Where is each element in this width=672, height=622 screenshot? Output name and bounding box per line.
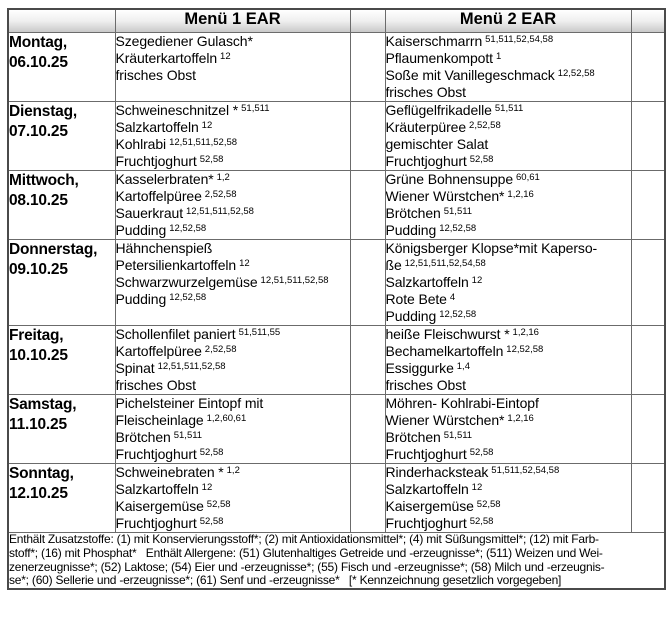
menu-item-text: Wiener Würstchen* bbox=[385, 188, 505, 204]
menu-item-text: Pflaumenkompott bbox=[385, 50, 493, 66]
allergen-superscript: 60,61 bbox=[516, 172, 540, 183]
day-name: Samstag, bbox=[9, 396, 77, 413]
spacer-right-cell bbox=[631, 240, 665, 326]
menu-line bbox=[116, 240, 350, 257]
menu-item-text: frisches Obst bbox=[115, 377, 196, 393]
menu-item-text: Schollenfilet paniert bbox=[115, 326, 236, 342]
menu-line bbox=[386, 395, 631, 412]
header-day-cell bbox=[8, 9, 115, 33]
menu1-cell bbox=[115, 171, 350, 240]
allergen-superscript: 1,2,16 bbox=[507, 189, 534, 200]
menu-line bbox=[116, 188, 350, 205]
menu-item-text: Schweineschnitzel * bbox=[115, 102, 239, 118]
menu-line bbox=[386, 136, 631, 153]
spacer-mid-cell bbox=[350, 33, 385, 102]
spacer-mid-cell bbox=[350, 395, 385, 464]
menu-line bbox=[116, 102, 350, 119]
menu-line bbox=[386, 377, 631, 394]
menu-item-text: Pudding bbox=[115, 291, 167, 307]
menu-item-text: Salzkartoffeln bbox=[385, 481, 469, 497]
allergen-superscript: 12,51,511,52,54,58 bbox=[404, 258, 486, 269]
day-date: 11.10.25 bbox=[9, 416, 67, 433]
allergen-superscript: 12,52,58 bbox=[169, 223, 207, 234]
day-cell bbox=[8, 33, 115, 102]
day-date: 07.10.25 bbox=[9, 123, 68, 140]
menu-item-text: Pudding bbox=[385, 222, 437, 238]
menu-line bbox=[116, 481, 350, 498]
menu-line bbox=[116, 222, 350, 239]
header-menu1-label: Menü 1 EAR bbox=[115, 9, 350, 33]
day-cell bbox=[8, 102, 115, 171]
menu1-cell bbox=[115, 33, 350, 102]
menu-row bbox=[8, 326, 665, 395]
menu-item-text: Kohlrabi bbox=[115, 136, 167, 152]
allergen-superscript: 51,511 bbox=[173, 430, 203, 441]
legend-row bbox=[8, 533, 665, 590]
allergen-superscript: 52,58 bbox=[469, 516, 494, 527]
menu-line bbox=[386, 205, 631, 222]
menu1-cell bbox=[115, 102, 350, 171]
menu-item-text: Salzkartoffeln bbox=[385, 274, 469, 290]
allergen-superscript: 12,51,511,52,58 bbox=[185, 206, 254, 217]
allergen-superscript: 52,58 bbox=[206, 499, 231, 510]
legend-line-2: stoff*; (16) mit Phosphat* Enthält Allergene: (51) Glutenhaltiges Getreide und -erzeugnisse*; (511) Weizen und Wei- bbox=[9, 545, 603, 560]
menu-item-text: Brötchen bbox=[115, 429, 171, 445]
menu-line bbox=[116, 50, 350, 67]
menu-item-text: Kaiserschmarrn bbox=[385, 33, 483, 49]
day-date: 10.10.25 bbox=[9, 347, 68, 364]
menu-row bbox=[8, 395, 665, 464]
menu-line bbox=[116, 171, 350, 188]
menu-item-text: Bechamelkartoffeln bbox=[385, 343, 504, 359]
menu-line bbox=[386, 429, 631, 446]
day-cell bbox=[8, 171, 115, 240]
menu-item-text: Kaisergemüse bbox=[385, 498, 474, 514]
menu-line bbox=[116, 429, 350, 446]
day-date: 12.10.25 bbox=[9, 485, 68, 502]
allergen-superscript: 1,2,16 bbox=[512, 327, 539, 338]
menu-line bbox=[386, 67, 631, 84]
allergen-superscript: 12,52,58 bbox=[557, 68, 595, 79]
menu-item-text: gemischter Salat bbox=[385, 136, 489, 152]
spacer-right-cell bbox=[631, 464, 665, 533]
spacer-mid-cell bbox=[350, 326, 385, 395]
menu-row bbox=[8, 33, 665, 102]
menu-line bbox=[116, 119, 350, 136]
menu-item-text: Fruchtjoghurt bbox=[385, 515, 467, 531]
menu-line bbox=[386, 360, 631, 377]
menu-line bbox=[386, 222, 631, 239]
allergen-superscript: 2,52,58 bbox=[204, 344, 237, 355]
menu-item-text: Pudding bbox=[385, 308, 437, 324]
day-date: 09.10.25 bbox=[9, 261, 68, 278]
allergen-superscript: 51,511 bbox=[241, 103, 270, 114]
menu-item-text: frisches Obst bbox=[385, 377, 466, 393]
allergen-superscript: 4 bbox=[449, 292, 456, 303]
menu2-cell bbox=[385, 240, 631, 326]
spacer-mid-cell bbox=[350, 464, 385, 533]
menu-line bbox=[386, 481, 631, 498]
menu-item-text: Fruchtjoghurt bbox=[115, 153, 197, 169]
spacer-mid-cell bbox=[350, 102, 385, 171]
menu-line bbox=[386, 119, 631, 136]
menu-line bbox=[386, 33, 631, 50]
spacer-mid-cell bbox=[350, 171, 385, 240]
menu1-cell bbox=[115, 326, 350, 395]
allergen-superscript: 52,58 bbox=[199, 516, 224, 527]
allergen-superscript: 51,511 bbox=[494, 103, 524, 114]
menu-item-text: Petersilienkartoffeln bbox=[115, 257, 237, 273]
menu-row bbox=[8, 171, 665, 240]
menu-line bbox=[386, 50, 631, 67]
menu-line bbox=[116, 257, 350, 274]
allergen-superscript: 51,511 bbox=[443, 206, 473, 217]
menu-item-text: Schwarzwurzelgemüse bbox=[115, 274, 258, 290]
spacer-right-cell bbox=[631, 102, 665, 171]
allergen-superscript: 52,58 bbox=[469, 154, 494, 165]
menu-item-text: Pudding bbox=[115, 222, 167, 238]
day-name: Dienstag, bbox=[9, 103, 77, 120]
menu2-cell bbox=[385, 464, 631, 533]
spacer-right-cell bbox=[631, 171, 665, 240]
menu-item-text: Fleischeinlage bbox=[115, 412, 204, 428]
menu-item-text: Brötchen bbox=[385, 205, 441, 221]
legend-line-3: zenerzeugnisse*; (52) Laktose; (54) Eier und -erzeugnisse*; (55) Fisch und -erzeugnisse*; (58) Milch und -erzeugnis- bbox=[9, 559, 605, 574]
menu-line bbox=[116, 205, 350, 222]
menu-line bbox=[386, 240, 631, 257]
menu-line bbox=[386, 171, 631, 188]
allergen-superscript: 12,52,58 bbox=[439, 309, 477, 320]
menu-item-text: Fruchtjoghurt bbox=[115, 515, 197, 531]
menu-item-text: Essiggurke bbox=[385, 360, 454, 376]
menu2-cell bbox=[385, 395, 631, 464]
allergen-superscript: 51,511,55 bbox=[238, 327, 281, 338]
day-cell bbox=[8, 464, 115, 533]
day-date: 06.10.25 bbox=[9, 54, 68, 71]
allergen-superscript: 1,2 bbox=[216, 172, 230, 183]
menu-item-text: Rinderhacksteak bbox=[385, 464, 489, 480]
menu-item-text: Fruchtjoghurt bbox=[385, 446, 467, 462]
allergen-superscript: 51,511,52,54,58 bbox=[491, 465, 560, 476]
menu2-cell bbox=[385, 171, 631, 240]
menu1-cell bbox=[115, 464, 350, 533]
menu-item-text: Geflügelfrikadelle bbox=[385, 102, 492, 118]
menu-item-text: Spinat bbox=[115, 360, 155, 376]
menu-item-text: Kartoffelpüree bbox=[115, 343, 202, 359]
menu-line bbox=[386, 308, 631, 325]
allergen-superscript: 12 bbox=[471, 275, 483, 286]
menu-line bbox=[386, 515, 631, 532]
allergen-superscript: 1,2,16 bbox=[507, 413, 534, 424]
menu1-cell bbox=[115, 395, 350, 464]
menu-line bbox=[116, 377, 350, 394]
allergen-superscript: 12,51,511,52,58 bbox=[169, 137, 238, 148]
header-menu2-label: Menü 2 EAR bbox=[385, 9, 631, 33]
menu-line bbox=[386, 326, 631, 343]
menu-line bbox=[116, 33, 350, 50]
menu-item-text: Fruchtjoghurt bbox=[115, 446, 197, 462]
menu-item-text: frisches Obst bbox=[385, 84, 466, 100]
menu-line bbox=[116, 498, 350, 515]
menu-line bbox=[116, 291, 350, 308]
day-name: Freitag, bbox=[9, 327, 64, 344]
menu-line bbox=[116, 274, 350, 291]
menu-row bbox=[8, 102, 665, 171]
day-name: Sonntag, bbox=[9, 465, 74, 482]
legend-line-1: Enthält Zusatzstoffe: (1) mit Konservierungsstoff*; (2) mit Antioxidationsmittel*; (4) mit Süßungsmittel*; (12) mit Farb- bbox=[9, 532, 599, 546]
day-cell bbox=[8, 326, 115, 395]
menu2-cell bbox=[385, 326, 631, 395]
allergen-superscript: 1,2,60,61 bbox=[206, 413, 247, 424]
menu-line bbox=[386, 274, 631, 291]
day-name: Donnerstag, bbox=[9, 241, 98, 258]
allergen-superscript: 12,52,58 bbox=[506, 344, 544, 355]
header-spacer-right bbox=[631, 9, 665, 33]
menu-item-text: Möhren- Kohlrabi-Eintopf bbox=[385, 395, 539, 411]
menu-item-text: Kasselerbraten* bbox=[115, 171, 214, 187]
allergen-superscript: 12 bbox=[201, 120, 213, 131]
menu-item-text: Brötchen bbox=[385, 429, 441, 445]
menu-line bbox=[386, 257, 631, 274]
allergen-superscript: 12 bbox=[471, 482, 483, 493]
menu-item-text: Pichelsteiner Eintopf mit bbox=[115, 395, 264, 411]
menu-line bbox=[116, 67, 350, 84]
menu-line bbox=[386, 498, 631, 515]
menu2-cell bbox=[385, 33, 631, 102]
menu-item-text: Soße mit Vanillegeschmack bbox=[385, 67, 555, 83]
header-row bbox=[8, 9, 665, 33]
menu-line bbox=[386, 343, 631, 360]
allergen-superscript: 12 bbox=[201, 482, 213, 493]
legend-line-4: se*; (60) Sellerie und -erzeugnisse*; (61) Senf und -erzeugnisse* [* Kennzeichnung gesetzlich vorgegeben] bbox=[9, 573, 562, 588]
menu-table bbox=[7, 8, 666, 590]
day-cell bbox=[8, 395, 115, 464]
menu-item-text: Szegediener Gulasch* bbox=[115, 33, 253, 49]
menu-item-text: Hähnchenspieß bbox=[115, 240, 213, 256]
menu-item-text: frisches Obst bbox=[115, 67, 196, 83]
menu-line bbox=[116, 464, 350, 481]
menu-line bbox=[386, 464, 631, 481]
allergen-superscript: 12,52,58 bbox=[169, 292, 207, 303]
allergen-superscript: 12,52,58 bbox=[439, 223, 477, 234]
menu-item-text: Schweinebraten * bbox=[115, 464, 224, 480]
menu-item-text: Kräuterkartoffeln bbox=[115, 50, 218, 66]
menu-item-text: Grüne Bohnensuppe bbox=[385, 171, 514, 187]
day-cell bbox=[8, 240, 115, 326]
menu-line bbox=[386, 291, 631, 308]
spacer-right-cell bbox=[631, 33, 665, 102]
allergen-superscript: 2,52,58 bbox=[204, 189, 237, 200]
menu-item-text: Sauerkraut bbox=[115, 205, 183, 221]
menu-body bbox=[8, 33, 665, 533]
menu-line bbox=[116, 343, 350, 360]
menu-row bbox=[8, 240, 665, 326]
day-name: Montag, bbox=[9, 34, 68, 51]
menu-item-text: Kartoffelpüree bbox=[115, 188, 202, 204]
menu2-cell bbox=[385, 102, 631, 171]
menu-line bbox=[116, 326, 350, 343]
allergen-superscript: 52,58 bbox=[199, 154, 224, 165]
menu-line bbox=[116, 446, 350, 463]
menu-item-text: heiße Fleischwurst * bbox=[385, 326, 510, 342]
menu-line bbox=[116, 153, 350, 170]
menu-item-text: Wiener Würstchen* bbox=[385, 412, 505, 428]
menu-item-text: Kaisergemüse bbox=[115, 498, 204, 514]
spacer-right-cell bbox=[631, 395, 665, 464]
menu-line bbox=[116, 412, 350, 429]
menu-row bbox=[8, 464, 665, 533]
menu-line bbox=[116, 360, 350, 377]
allergen-superscript: 52,58 bbox=[469, 447, 494, 458]
menu-item-text: Fruchtjoghurt bbox=[385, 153, 467, 169]
menu-item-text: Rote Bete bbox=[385, 291, 447, 307]
header-spacer-mid bbox=[350, 9, 385, 33]
menu-line bbox=[386, 84, 631, 101]
menu-line bbox=[116, 136, 350, 153]
spacer-mid-cell bbox=[350, 240, 385, 326]
menu-line bbox=[116, 515, 350, 532]
menu-line bbox=[116, 395, 350, 412]
allergen-superscript: 1,2 bbox=[226, 465, 240, 476]
menu-item-text: Königsberger Klopse*mit Kaperso- bbox=[385, 240, 598, 256]
menu-line bbox=[386, 153, 631, 170]
allergen-superscript: 51,511,52,54,58 bbox=[485, 34, 554, 45]
menu-item-text: Kräuterpüree bbox=[385, 119, 467, 135]
allergen-superscript: 1 bbox=[495, 51, 502, 62]
day-date: 08.10.25 bbox=[9, 192, 68, 209]
menu-line bbox=[386, 412, 631, 429]
spacer-right-cell bbox=[631, 326, 665, 395]
menu-line bbox=[386, 188, 631, 205]
menu-line bbox=[386, 102, 631, 119]
allergen-superscript: 12 bbox=[220, 51, 231, 62]
legend-footer bbox=[8, 533, 665, 590]
allergen-superscript: 12 bbox=[239, 258, 250, 269]
allergen-superscript: 2,52,58 bbox=[469, 120, 501, 131]
day-name: Mittwoch, bbox=[9, 172, 79, 189]
menu1-cell bbox=[115, 240, 350, 326]
allergen-superscript: 12,51,511,52,58 bbox=[260, 275, 329, 286]
allergen-superscript: 12,51,511,52,58 bbox=[157, 361, 226, 372]
allergen-superscript: 52,58 bbox=[476, 499, 501, 510]
menu-item-text: Salzkartoffeln bbox=[115, 481, 199, 497]
menu-line bbox=[386, 446, 631, 463]
allergen-superscript: 1,4 bbox=[456, 361, 470, 372]
menu-item-text: ße bbox=[385, 257, 402, 273]
allergen-superscript: 51,511 bbox=[443, 430, 473, 441]
allergen-superscript: 52,58 bbox=[199, 447, 224, 458]
menu-item-text: Salzkartoffeln bbox=[115, 119, 199, 135]
